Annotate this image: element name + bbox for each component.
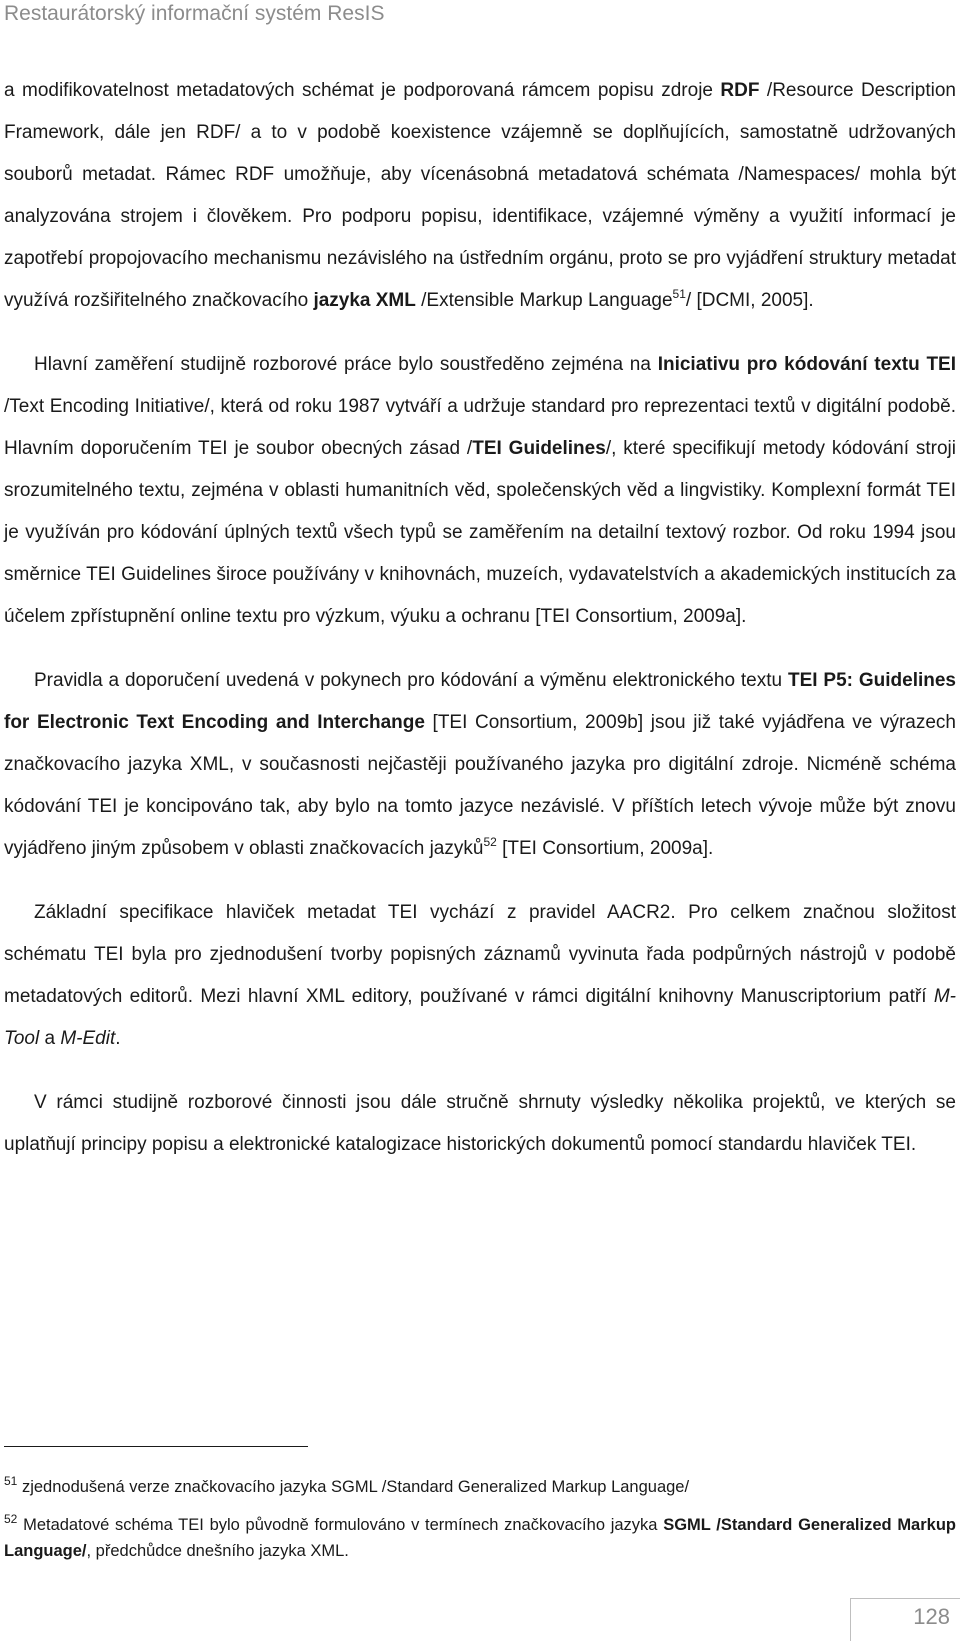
bold-term-xml: jazyka XML: [313, 290, 416, 311]
paragraph-tei-initiative: [4, 344, 956, 638]
footnote-number: 51: [4, 1474, 18, 1488]
text: /Resource Description Framework, dále jen RDF/ a to v podobě koexistence vzájemně se doplňujících, samostatně udržovaných souborů metadat. Rámec RDF umožňuje, aby vícenásobná metadatová schémata /Namespaces/ mohla být analyzována strojem i člověkem. Pro podporu popisu, identifikace, vzájemné výměny a využití informací je zapotřebí propojovacího mechanismu nezávislého na ústředním orgánu, proto se pro vyjádření struktury metadat využívá rozšiřitelného značkovacího: [4, 80, 956, 311]
text: [TEI Consortium, 2009b] jsou již také vyjádřena ve výrazech značkovacího jazyka XML, v současnosti nejčastěji používaného jazyka pro digitální zdroje. Nicméně schéma kódování TEI je koncipováno tak, aby bylo na tomto jazyce nezávislé. V příštích letech vývoje může být znovu vyjádřeno jiným způsobem v oblasti značkovacích jazyků: [4, 712, 956, 859]
text: a: [39, 1028, 61, 1049]
text: /Extensible Markup Language: [415, 290, 673, 311]
text: .: [115, 1028, 121, 1049]
footnote-51: [4, 1474, 956, 1500]
italic-term-m-edit: M-Edit: [60, 1028, 116, 1049]
italic-term-m-tool: M-Tool: [4, 986, 956, 1049]
text: Základní specifikace hlaviček metadat TEI vychází z pravidel AACR2. Pro celkem značnou složitost schématu TEI byla pro zjednodušení tvorby popisných záznamů vyvinuta řada podpůrných nástrojů v podobě metadatových editorů. Mezi hlavní XML editory, používané v rámci digitální knihovny Manuscriptorium patří: [4, 902, 956, 1007]
text: V rámci studijně rozborové činnosti jsou dále stručně shrnuty výsledky několika projektů, ve kterých se uplatňují principy popisu a elektronické katalogizace historických dokumentů pomocí standardu hlaviček TEI.: [4, 1092, 956, 1155]
text: [TEI Consortium, 2009a].: [496, 838, 714, 859]
footnote-ref-51[interactable]: 51: [672, 287, 686, 301]
text: /Text Encoding Initiative/, která od roku 1987 vytváří a udržuje standard pro reprezentaci textů v digitální podobě. Hlavním doporučením TEI je soubor obecných zásad /: [4, 396, 956, 459]
bold-term-tei: Iniciativu pro kódování textu TEI: [657, 354, 956, 375]
bold-term-sgml: SGML /Standard Generalized Markup Language/: [4, 1516, 956, 1560]
footnote-separator: [4, 1446, 308, 1447]
footnote-ref-52[interactable]: 52: [483, 835, 497, 849]
paragraph-rdf: [4, 70, 956, 322]
paragraph-tei-p5: [4, 660, 956, 870]
footnote-text: zjednodušená verze značkovacího jazyka SGML /Standard Generalized Markup Language/: [17, 1478, 690, 1496]
document-body: [4, 70, 956, 1166]
footnote-text: Metadatové schéma TEI bylo původně formulováno v termínech značkovacího jazyka: [17, 1516, 664, 1534]
running-header: Restaurátorský informační systém ResIS: [4, 2, 385, 25]
bold-term-rdf: RDF: [720, 80, 760, 101]
text: /, které specifikují metody kódování stroji srozumitelného textu, zejména v oblasti humanitních věd, společenských věd a lingvistiky. Komplexní formát TEI je využíván pro kódování úplných textů všech typů se zaměřením na detailní textový rozbor. Od roku 1994 jsou směrnice TEI Guidelines široce používány v knihovnách, muzeích, vydavatelstvích a akademických institucích za účelem zpřístupnění online textu pro výzkum, výuku a ochranu [TEI Consortium, 2009a].: [4, 438, 957, 627]
footnote-52: [4, 1512, 956, 1564]
bold-term-tei-guidelines: TEI Guidelines: [472, 438, 606, 459]
paragraph-aacr2: [4, 892, 956, 1060]
text: / [DCMI, 2005].: [685, 290, 814, 311]
bold-term-tei-p5: TEI P5: Guidelines for Electronic Text Encoding and Interchange: [4, 670, 956, 733]
paragraph-projects: [4, 1082, 956, 1166]
text: a modifikovatelnost metadatových schémat je podporovaná rámcem popisu zdroje: [4, 80, 721, 101]
footnote-number: 52: [4, 1512, 18, 1526]
text: Hlavní zaměření studijně rozborové práce bylo soustředěno zejména na: [34, 354, 658, 375]
text: Pravidla a doporučení uvedená v pokynech pro kódování a výměnu elektronického textu: [34, 670, 788, 691]
footnote-text: , předchůdce dnešního jazyka XML.: [86, 1542, 349, 1560]
page-number: 128: [913, 1604, 950, 1629]
